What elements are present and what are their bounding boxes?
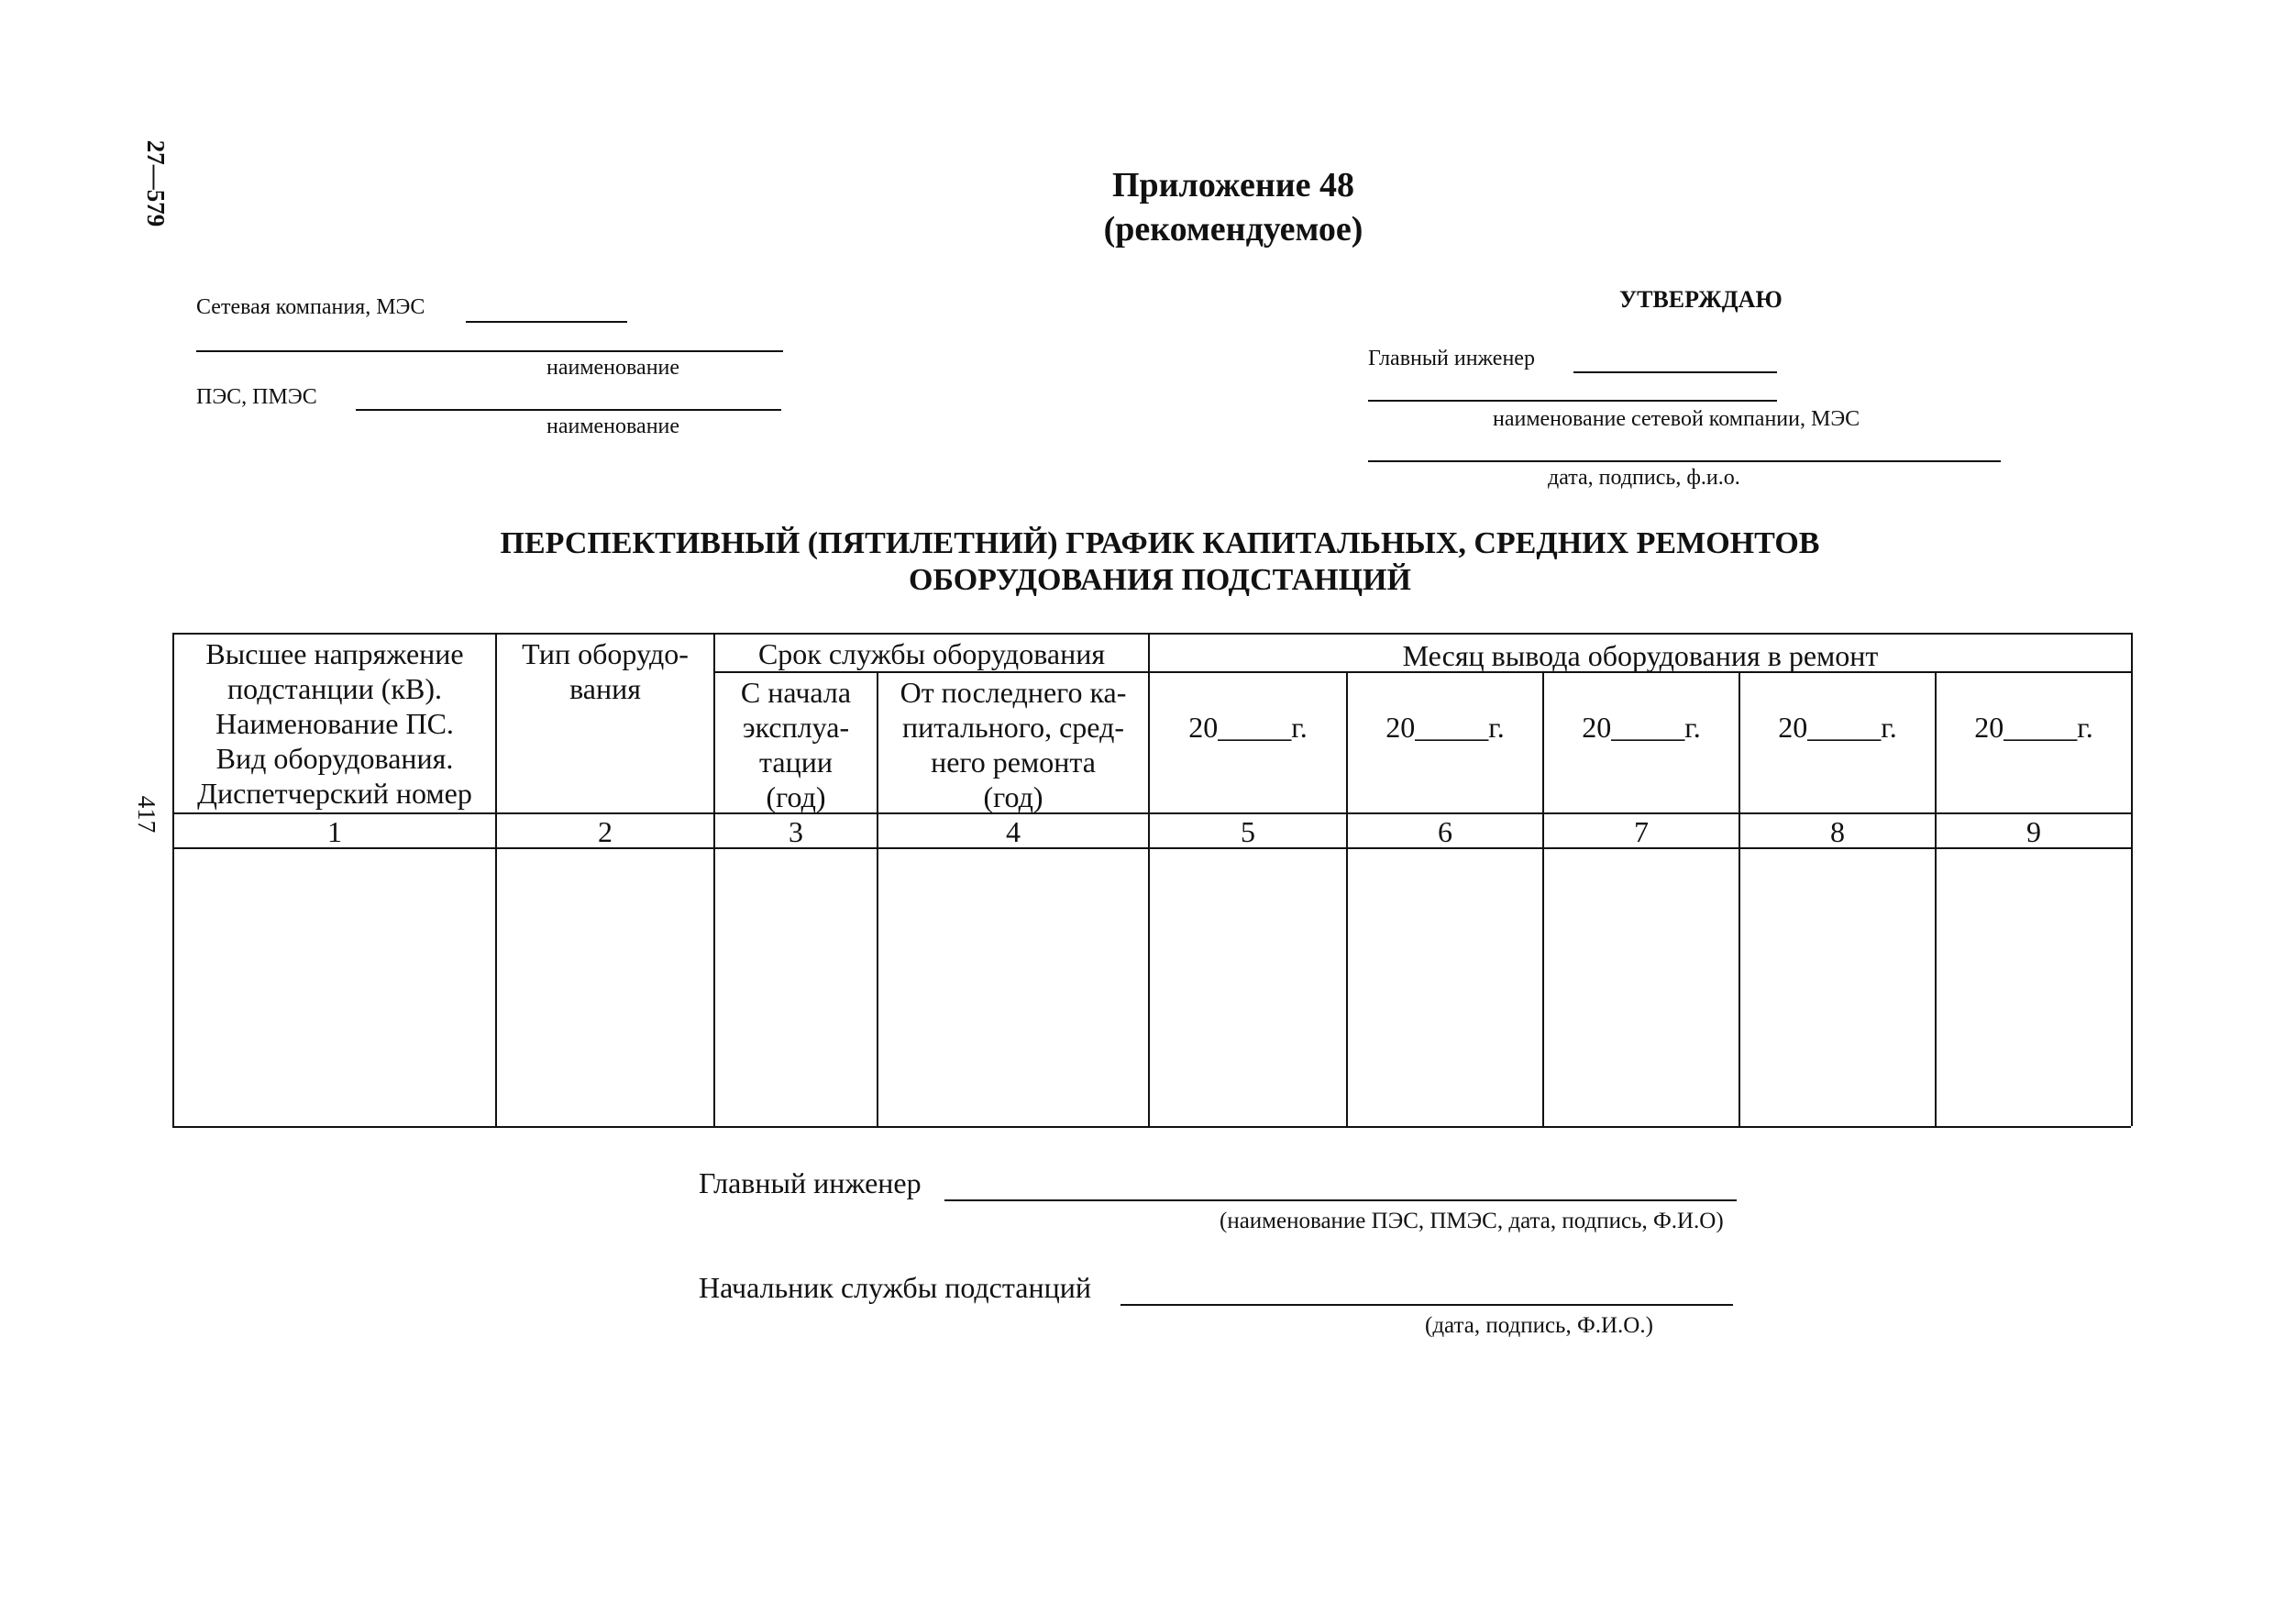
appendix-title: Приложение 48 bbox=[1111, 166, 1355, 204]
document-title bbox=[495, 525, 1825, 599]
chief-engineer-caption: (наименование ПЭС, ПМЭС, дата, подпись, Ф.И.О) bbox=[1220, 1209, 1724, 1233]
table-bottom-border bbox=[172, 1126, 2131, 1128]
header-year-1: 20_____г. bbox=[1188, 711, 1308, 744]
header-repair-month-group: Месяц вывода оборудования в ремонт bbox=[1402, 639, 1879, 672]
appendix-recommended: (рекомендуемое) bbox=[1103, 210, 1363, 249]
col-divider-1 bbox=[495, 633, 497, 1126]
table-right-border bbox=[2131, 633, 2133, 1126]
approve-label: УТВЕРЖДАЮ bbox=[1619, 286, 1783, 313]
column-number-2: 2 bbox=[598, 815, 613, 848]
column-number-1: 1 bbox=[327, 815, 342, 848]
company-field-line bbox=[466, 321, 627, 323]
column-number-3: 3 bbox=[789, 815, 803, 848]
header-service-life-group: Срок службы оборудования bbox=[757, 637, 1106, 670]
column-number-5: 5 bbox=[1241, 815, 1255, 848]
table-top-border bbox=[172, 633, 2131, 635]
substation-head-caption: (дата, подпись, Ф.И.О.) bbox=[1425, 1313, 1653, 1338]
pes-name-caption: наименование bbox=[546, 414, 680, 438]
column-number-4: 4 bbox=[1006, 815, 1021, 848]
company-label: Сетевая компания, МЭС bbox=[196, 295, 425, 319]
header-voltage-substation: Высшее напряжение подстанции (кВ). Наименование ПС. Вид оборудования. Диспетчерский номер bbox=[197, 637, 472, 810]
header-year-2: 20_____г. bbox=[1385, 711, 1505, 744]
approver-company-line bbox=[1368, 400, 1777, 402]
column-number-9: 9 bbox=[2026, 815, 2041, 848]
pes-field-line bbox=[356, 409, 781, 411]
approver-chief-label: Главный инженер bbox=[1368, 347, 1535, 370]
chief-engineer-line bbox=[944, 1199, 1737, 1201]
document-title-line2: ОБОРУДОВАНИЯ ПОДСТАНЦИЙ bbox=[909, 563, 1411, 597]
approver-chief-line bbox=[1573, 371, 1777, 373]
header-year-5: 20_____г. bbox=[1974, 711, 2093, 744]
company-name-caption: наименование bbox=[546, 356, 680, 380]
substation-head-line bbox=[1120, 1304, 1733, 1306]
side-page-number: 417 bbox=[133, 795, 160, 834]
header-year-4: 20_____г. bbox=[1778, 711, 1897, 744]
approver-signature-caption: дата, подпись, ф.и.о. bbox=[1548, 466, 1740, 490]
document-title-line1: ПЕРСПЕКТИВНЫЙ (ПЯТИЛЕТНИЙ) ГРАФИК КАПИТАЛЬНЫХ, СРЕДНИХ РЕМОНТОВ bbox=[500, 526, 1820, 560]
header-since-last-repair: От последнего ка- питального, сред- него ремонта (год) bbox=[900, 676, 1127, 813]
header-since-commissioning: С начала эксплуа- тации (год) bbox=[740, 676, 852, 813]
pes-label: ПЭС, ПМЭС bbox=[196, 385, 317, 409]
side-document-code: 27—579 bbox=[142, 139, 170, 227]
header-equipment-type: Тип оборудо- вания bbox=[522, 637, 689, 705]
company-name-line bbox=[196, 350, 783, 352]
approver-signature-line bbox=[1368, 460, 2001, 462]
column-number-7: 7 bbox=[1634, 815, 1649, 848]
header-year-3: 20_____г. bbox=[1582, 711, 1701, 744]
substation-head-label: Начальник службы подстанций bbox=[699, 1271, 1091, 1304]
approver-company-caption: наименование сетевой компании, МЭС bbox=[1493, 407, 1860, 431]
chief-engineer-label: Главный инженер bbox=[699, 1166, 922, 1199]
column-number-6: 6 bbox=[1438, 815, 1452, 848]
column-number-8: 8 bbox=[1830, 815, 1845, 848]
col-divider-4 bbox=[1148, 633, 1150, 1126]
